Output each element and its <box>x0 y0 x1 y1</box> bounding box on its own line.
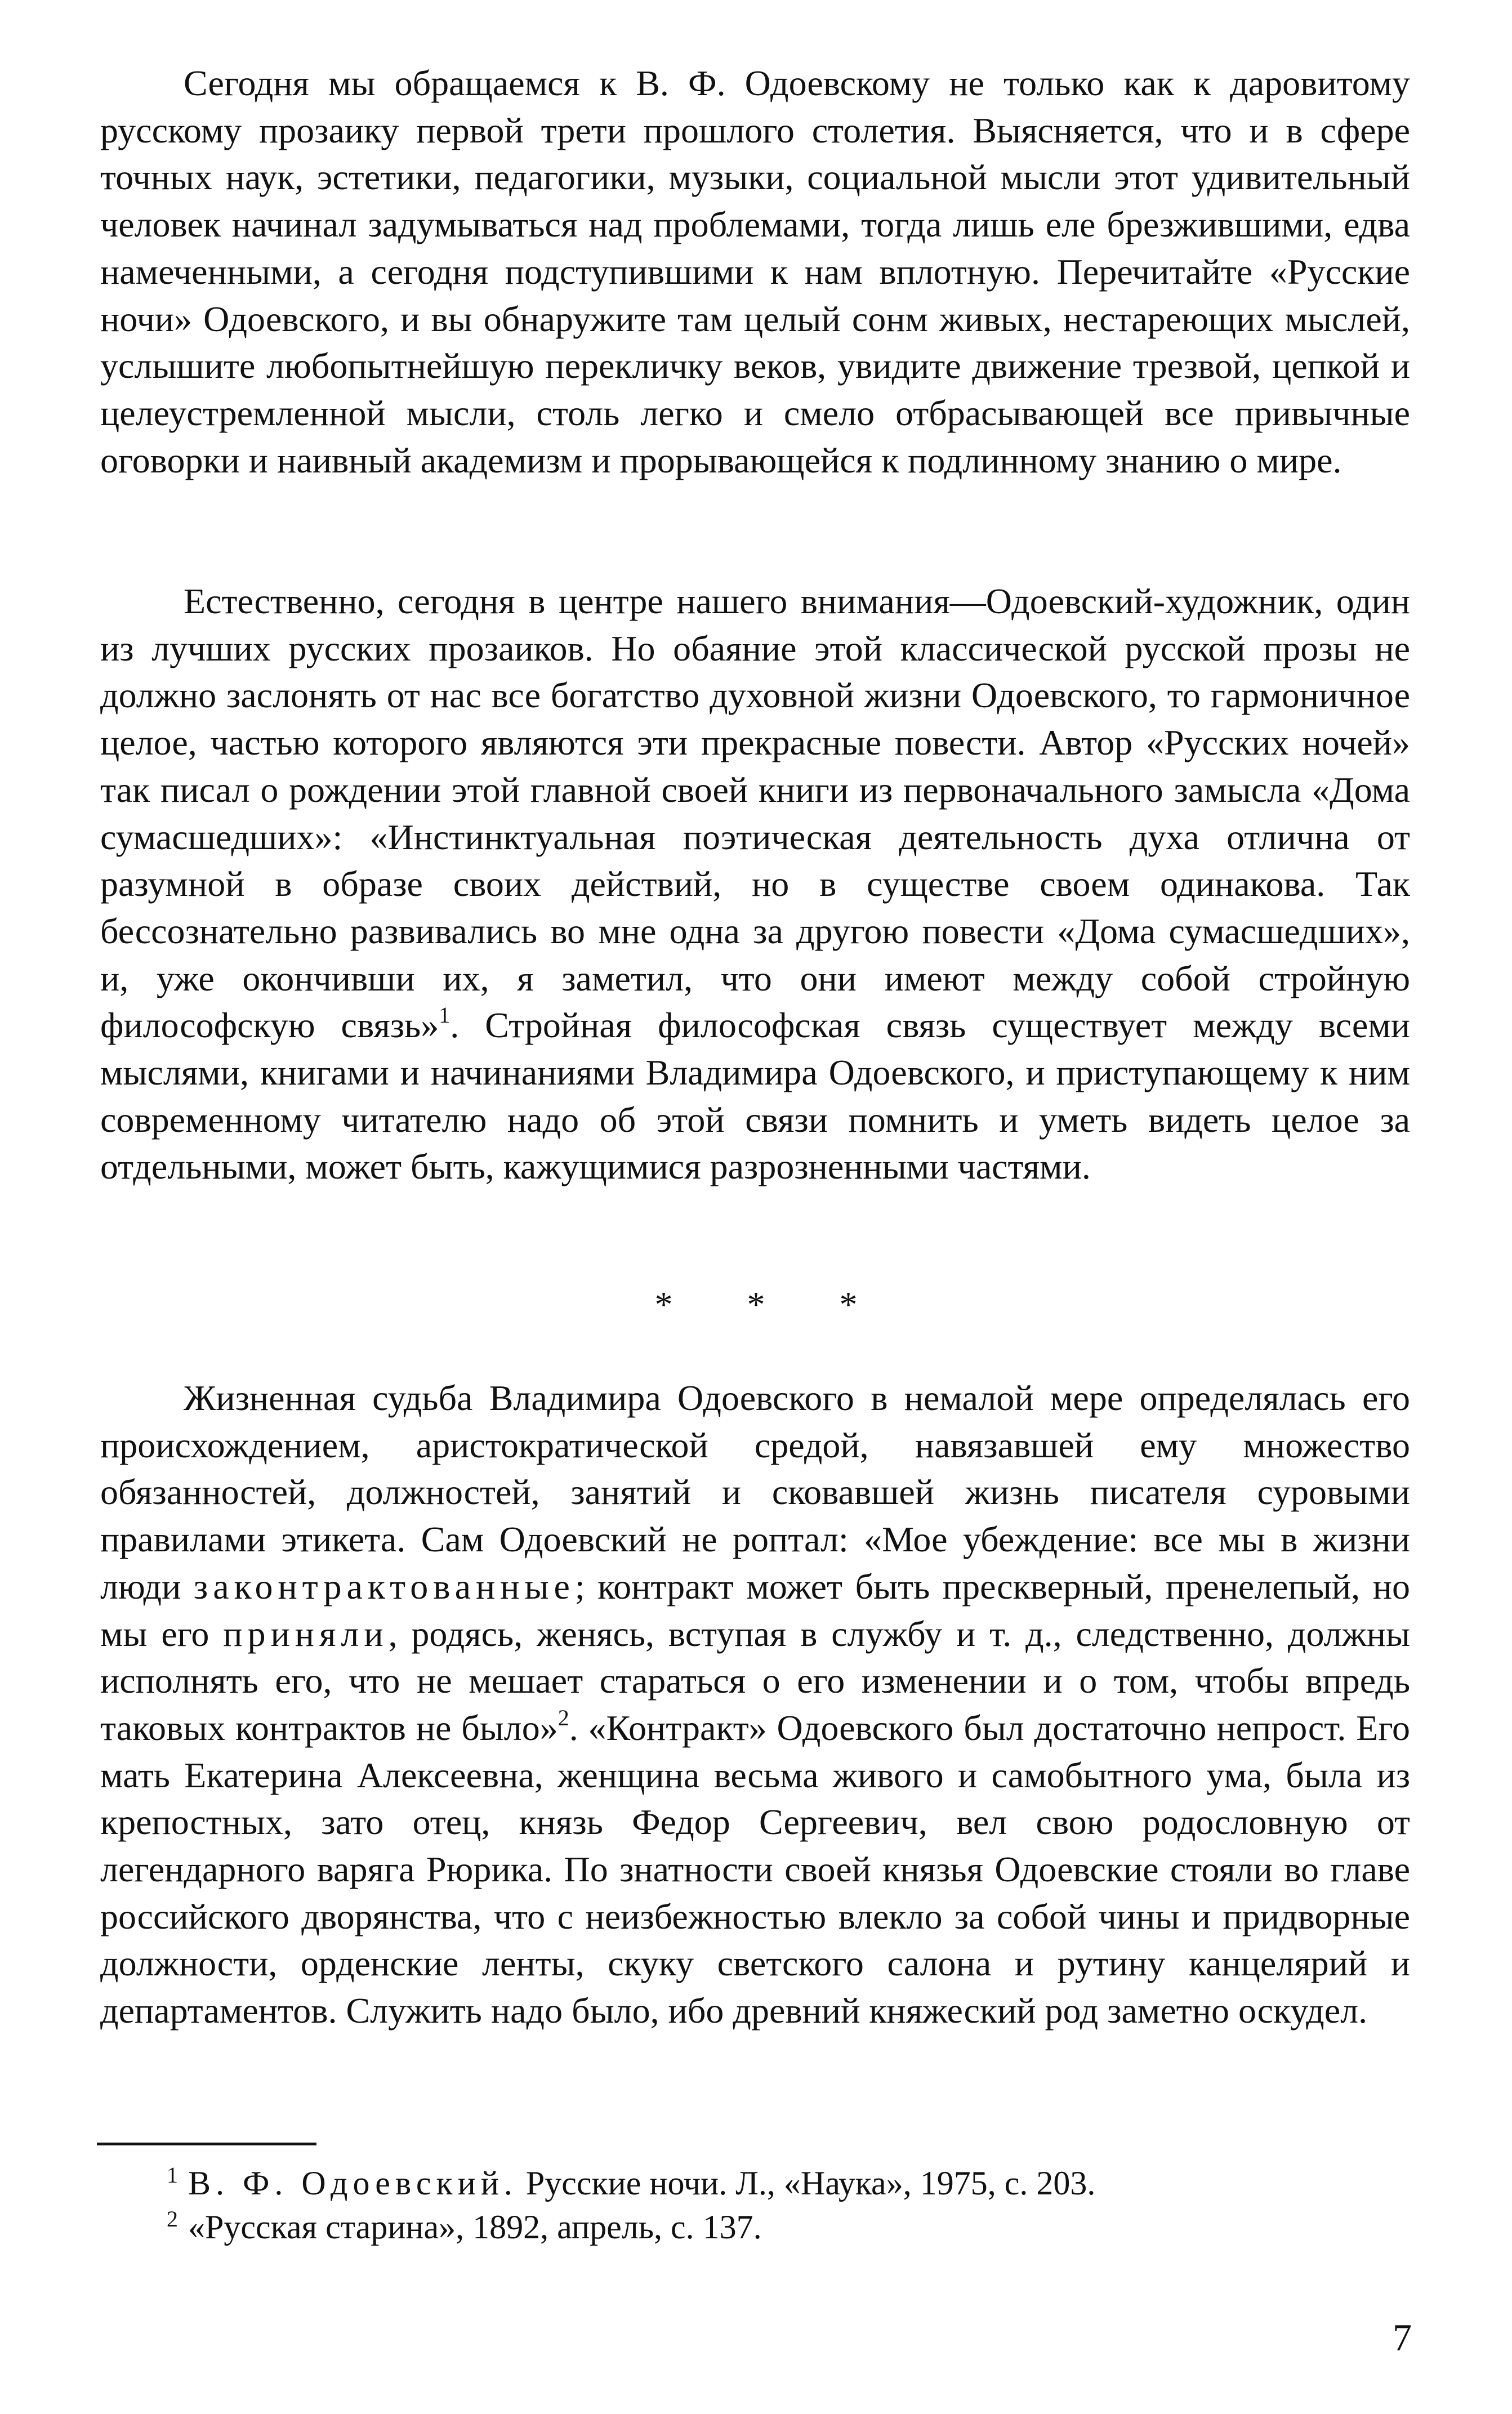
paragraph-3-text-c: , родясь, женясь, вступая в службу и т. д., следственно, должны исполнять его, что не мешает стараться о его изменении и о том, чтобы впредь таковых контрактов не было» <box>100 1613 1411 1748</box>
footnote-1-text: Русские ночи. Л., «Наука», 1975, с. 203. <box>517 2165 1096 2202</box>
paragraph-3-text-a: Жизненная судьба Владимира Одоевского в немалой мере определялась его происхождением, аристократической средой, навязавшей ему множество обязанностей, должностей, занятий и сковавшей жизнь писателя суровыми правилами этикета. Сам Одоевский не роптал: «Мое убеждение: все мы в жизни люди <box>100 1378 1410 1607</box>
footnote-rule <box>97 2143 316 2145</box>
paragraph-2-block <box>100 578 1410 1190</box>
paragraph-2 <box>100 578 1410 1190</box>
footnote-ref-2: 2 <box>557 1704 569 1730</box>
paragraph-3-text-d: . «Контракт» Одоевского был достаточно непрост. Его мать Екатерина Алексеевна, женщина весьма живого и самобытного ума, была из крепостных, зато отец, князь Федор Сергеевич, вел свою родословную от легендарного варяга Рюрика. По знатности своей князья Одоевские стояли во главе российского дворянства, что с неизбежностью влекло за собой чины и придворные должности, орденские ленты, скуку светского салона и рутину канцелярий и департаментов. Служить надо было, ибо древний княжеский род заметно оскудел. <box>100 1707 1410 2031</box>
page-number: 7 <box>1393 2316 1412 2359</box>
paragraph-1: Сегодня мы обращаемся к В. Ф. Одоевскому не только как к даровитому русскому прозаику первой трети прошлого столетия. Выясняется, что и в сфере точных наук, эстетики, педагогики, музыки, социальной мысли этот удивительный человек начинал задумываться над проблемами, тогда лишь еле брезжившими, едва намеченными, а сегодня подступившими к нам вплотную. Перечитайте «Русские ночи» Одоевского, и вы обнаружите там целый сонм живых, нестареющих мыслей, услышите любопытнейшую перекличку веков, увидите движение трезвой, цепкой и целеустремленной мысли, столь легко и смело отбрасывающей все привычные оговорки и наивный академизм и прорывающейся к подлинному знанию о мире. <box>100 63 1410 480</box>
emphasis-accepted: приняли <box>223 1613 389 1654</box>
footnotes <box>100 2161 1410 2249</box>
paragraph-2-text-a: Естественно, сегодня в центре нашего внимания—Одоевский-художник, один из лучших русских прозаиков. Но обаяние этой классической русской прозы не должно заслонять от нас все богатство духовной жизни Одоевского, то гармоничное целое, частью которого являются эти прекрасные повести. Автор «Русских ночей» так писал о рождении этой главной своей книги из первоначального замысла «Дома сумасшедших»: «Инстинктуальная поэтическая деятельность духа отлична от разумной в образе своих действий, но в существе своем одинакова. Так бессознательно развивались во мне одна за другою повести «Дома сумасшедших», и, уже окончивши их, я заметил, что они имеют между собой стройную философскую связь» <box>100 581 1410 1046</box>
footnote-2-mark: 2 <box>167 2206 178 2232</box>
paragraph-3 <box>100 1375 1410 2034</box>
paragraph-2-text-b: . Стройная философская связь существует между всеми мыслями, книгами и начинаниями Владимира Одоевского, и приступающему к ним современному читателю надо об этой связи помнить и уметь видеть целое за отдельными, может быть, кажущимися разрозненными частями. <box>100 1005 1410 1187</box>
footnote-2 <box>100 2205 1410 2249</box>
footnote-1-mark: 1 <box>167 2162 178 2188</box>
footnote-2-text: «Русская старина», 1892, апрель, с. 137. <box>188 2208 762 2246</box>
paragraph-1-block <box>100 60 1410 484</box>
paragraph-3-block <box>100 1375 1410 2034</box>
footnote-1 <box>100 2161 1410 2205</box>
footnote-1-author: В. Ф. Одоевский. <box>188 2165 518 2202</box>
emphasis-contracted: законтрактованные <box>193 1566 575 1607</box>
section-divider: * * * <box>654 1284 890 1324</box>
paragraph-3-text-b: ; контракт может быть прескверный, пренелепый, но мы его <box>100 1566 1410 1654</box>
footnote-ref-1: 1 <box>439 1002 451 1028</box>
